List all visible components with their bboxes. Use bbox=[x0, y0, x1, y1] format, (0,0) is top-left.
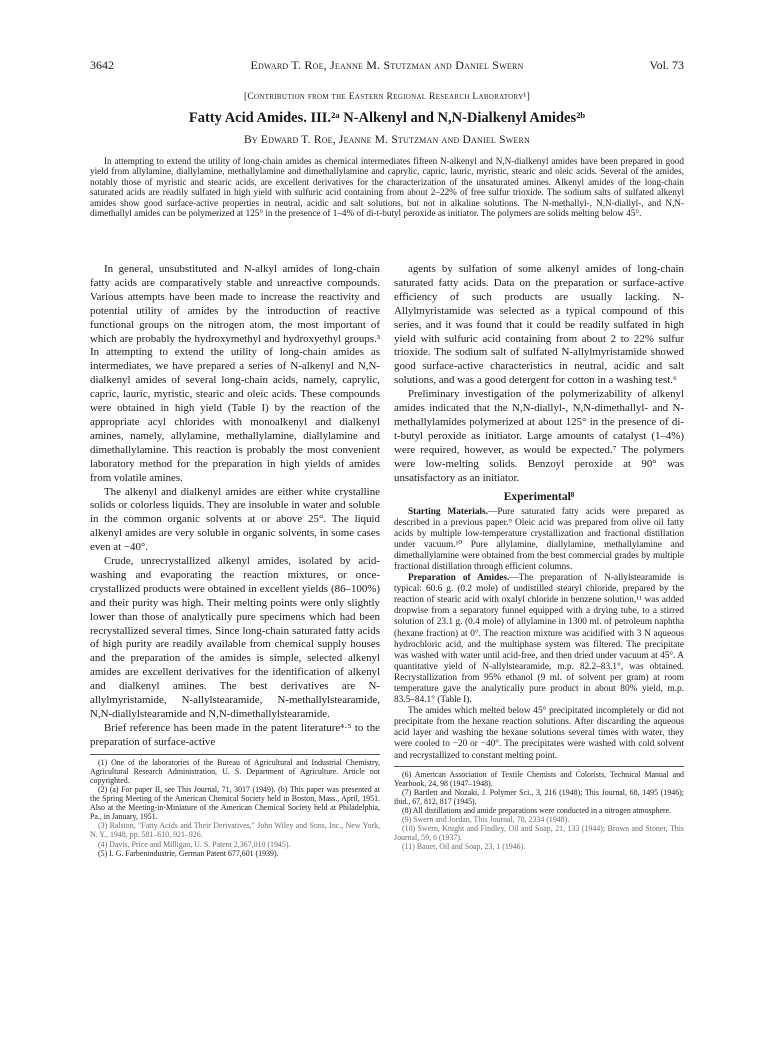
experimental-paragraph bbox=[394, 706, 684, 761]
contribution-line: [Contribution from the Eastern Regional Research Laboratory¹] bbox=[243, 92, 531, 102]
abstract: In attempting to extend the utility of long-chain amides as chemical intermediates fifteen N-alkenyl and N,N-dialkenyl amides have been prepared in good yield from allylamine, diallylamine, methallylamine and dimethallylamine and caprylic, capric, lauric, myristic, stearic and oleic acids. Several of the amides, notably those of myristic and stearic acids, are excellent derivatives for the characterization of the unsaturated amines. Alkenyl amides of the long-chain saturated acids are readily sulfated in high yield with sulfuric acid containing from about 2–22% of free sulfur trioxide. The sodium salts of sulfated alkenyl amides show good surface-active properties in neutral, acidic and salt solutions, but not in alkaline solutions. The N-methallyl-, N,N-diallyl-, and N,N-dimethallyl amides can be polymerized at 125° in the presence of 1–4% of di-t-butyl peroxide as initiator. The polymers are solids melting below 45°. bbox=[90, 156, 684, 219]
footnote: (5) I. G. Farbenindustrie, German Patent 677,601 (1939). bbox=[98, 848, 279, 858]
right-column bbox=[394, 263, 684, 852]
body-paragraph: In general, unsubstituted and N-alkyl amides of long-chain fatty acids are comparatively stable and unreactive compounds. Various attempts have been made to increase the reactivity and potential utility of amides by the introduction of reactive functional groups on the nitrogen atom, the most important of which are probably the hydroxymethyl and hydroxyethyl groups.³ In attempting to extend the utility of long-chain amides as intermediates, we have prepared a series of N-alkenyl and N,N-dialkenyl amides of several long-chain acids, namely, caprylic, capric, lauric, myristic, stearic and oleic acids. These compounds were obtained in high yield (Table I) by the reaction of the appropriate acyl chlorides with monoalkenyl and dialkenyl amines, namely, allylamine, methallylamine, diallylamine and dimethallylamine. This reaction is probably the most convenient laboratory method for the preparation in high yields of amides from volatile amines. bbox=[90, 263, 380, 484]
header-authors: Edward T. Roe, Jeanne M. Stutzman and Daniel Swern bbox=[250, 58, 524, 72]
body-paragraph: Preliminary investigation of the polymerizability of alkenyl amides indicated that the N,N-diallyl-, N,N-dimethallyl- and N-methallylamides polymerized at about 125° in the presence of di-t-butyl peroxide as initiator. Large amounts of catalyst (1–4%) were required, however, as would be expected.⁷ The polymers were low-melting solids. Benzoyl peroxide at 90° was unsatisfactory as an initiator. bbox=[394, 388, 684, 484]
page-number: 3642 bbox=[90, 58, 114, 72]
experimental-paragraph bbox=[394, 507, 684, 574]
run-in-heading: Starting Materials. bbox=[408, 506, 489, 517]
volume-label: Vol. 73 bbox=[649, 58, 684, 72]
footnote: (11) Bauer, Oil and Soap, 23, 1 (1946). bbox=[402, 842, 526, 852]
footnote-divider bbox=[394, 766, 684, 767]
footnote: (1) One of the laboratories of the Bureau of Agricultural and Industrial Chemistry, Agricultural Research Administration, U. S. Department of Agriculture. Article not copyrighted. bbox=[90, 757, 380, 785]
body-paragraph: Brief reference has been made in the patent literature⁴·⁵ to the preparation of surface-active bbox=[90, 721, 380, 748]
footnote: (8) All distillations and amide preparations were conducted in a nitrogen atmosphere. bbox=[402, 806, 672, 816]
footnote: (7) Bartlett and Nozaki, J. Polymer Sci., 3, 216 (1948); This Journal, 68, 1495 (1946); ibid., 67, 812, 817 (1945). bbox=[394, 787, 684, 806]
paragraph-text: —Pure saturated fatty acids were prepared as described in a previous paper.⁹ Oleic acid was prepared from olive oil fatty acids by multiple low-temperature crystallization and fractional distillation under vacuum.¹⁰ Pure allylamine, diallylamine, methallylamine and dimethallylamine were obtained from the best commercial grades by multiple fractional distillation through efficient columns. bbox=[394, 506, 684, 572]
run-in-heading: Preparation of Amides. bbox=[408, 573, 510, 584]
footnote-divider bbox=[90, 754, 380, 755]
body-paragraph: agents by sulfation of some alkenyl amides of long-chain saturated fatty acids. Data on the preparation or surface-active efficiency of such products are usually lacking. N-Allylmyristamide was selected as a typical compound of this series, and it was found that it could be readily sulfated in high yield with sulfuric acid containing from about 2 to 22% sulfur trioxide. The sodium salt of sulfated N-allylmyristamide showed good surface-active characteristics in neutral, acidic and salt solutions, and was a good detergent for cotton in a washing test.⁶ bbox=[394, 263, 684, 387]
article-title: Fatty Acid Amides. III.²ᵃ N-Alkenyl and N,N-Dialkenyl Amides²ᵇ bbox=[188, 110, 586, 126]
body-paragraph: The alkenyl and dialkenyl amides are either white crystalline solids or colorless liquids. They are insoluble in water and soluble in the common organic solvents at or above 25°. The liquid alkenyl amides are very soluble in organic solvents, in some cases even at −40°. bbox=[90, 485, 380, 554]
footnote: (3) Ralston, "Fatty Acids and Their Derivatives," John Wiley and Sons, Inc., New York, N. Y., 1948, pp. 581–610, 921–926. bbox=[90, 821, 380, 840]
footnote: (6) American Association of Textile Chemists and Colorists, Technical Manual and Yearbook, 24, 98 (1947–1948). bbox=[394, 769, 684, 788]
experimental-paragraph bbox=[394, 573, 684, 706]
footnote: (2) (a) For paper II, see This Journal, 71, 3017 (1949). (b) This paper was presented at the Spring Meeting of the American Chemical Society held in Boston, Mass., April, 1951. Also at the Meeting-in-Miniature of the American Chemical Society held at Philadelphia, Pa., in January, 1951. bbox=[90, 785, 380, 822]
left-column bbox=[90, 263, 380, 858]
paragraph-text: —The preparation of N-allylstearamide is typical: 60.6 g. (0.2 mole) of undistilled stearyl chloride, prepared by the reaction of stearic acid with oxalyl chloride in benzene solution,¹¹ was added dropwise from a separatory funnel equipped with a drying tube, to a stirred solution of 23.1 g. (0.4 mole) of allylamine in 1300 ml. of petroleum naphtha (hexane fraction) at 0°. The reaction mixture was acidified with 3 N aqueous hydrochloric acid, and the multiphase system was filtered. The precipitate was washed with water until acid-free, and then dried under vacuum at 45°. A quantitative yield of N-allylstearamide, m.p. 82.2–83.1°, was obtained. Recrystallization from 95% ethanol (9 ml. of solvent per gram) at room temperature gave the analytically pure product in about 80% yield, m.p. 83.5–84.1° (Table I). bbox=[394, 573, 684, 706]
footnote: (9) Swern and Jordan, This Journal, 70, 2334 (1948). bbox=[402, 815, 570, 825]
footnote: (4) Davis, Price and Milligan, U. S. Patent 2,367,010 (1945). bbox=[98, 839, 291, 849]
experimental-heading: Experimental⁸ bbox=[503, 490, 575, 503]
body-paragraph: Crude, unrecrystallized alkenyl amides, isolated by acid-washing and evaporating the reaction mixtures, or once-crystallized products were obtained in excellent yields (86–100%) and their purity was high. Their melting points were only slightly lower than those of analytically pure specimens which had been recrystallized several times. Since long-chain saturated fatty acids of high purity are readily available from chemical supply houses and the preparation of the amides is simple, selected alkenyl amides are excellent derivatives for the identification of alkenyl and dialkenyl amines. The best derivatives are N-allylmyristamide, N-allylstearamide, N-methallylstearamide, N,N-diallylstearamide and N,N-dimethallylstearamide. bbox=[90, 555, 380, 720]
running-header bbox=[90, 58, 684, 74]
byline: By Edward T. Roe, Jeanne M. Stutzman and Daniel Swern bbox=[243, 134, 531, 146]
paragraph-text: The amides which melted below 45° precipitated incompletely or did not precipitate from the hexane reaction solutions. After discarding the aqueous acid layer and washing the hexane solutions several times with water, they were cooled to −20 or −40°. The precipitates were washed with cold solvent and recrystallized to constant melting point. bbox=[394, 706, 684, 761]
footnote: (10) Swern, Knight and Findley, Oil and Soap, 21, 133 (1944); Brown and Stoner, This Journal, 59, 6 (1937). bbox=[394, 824, 684, 843]
